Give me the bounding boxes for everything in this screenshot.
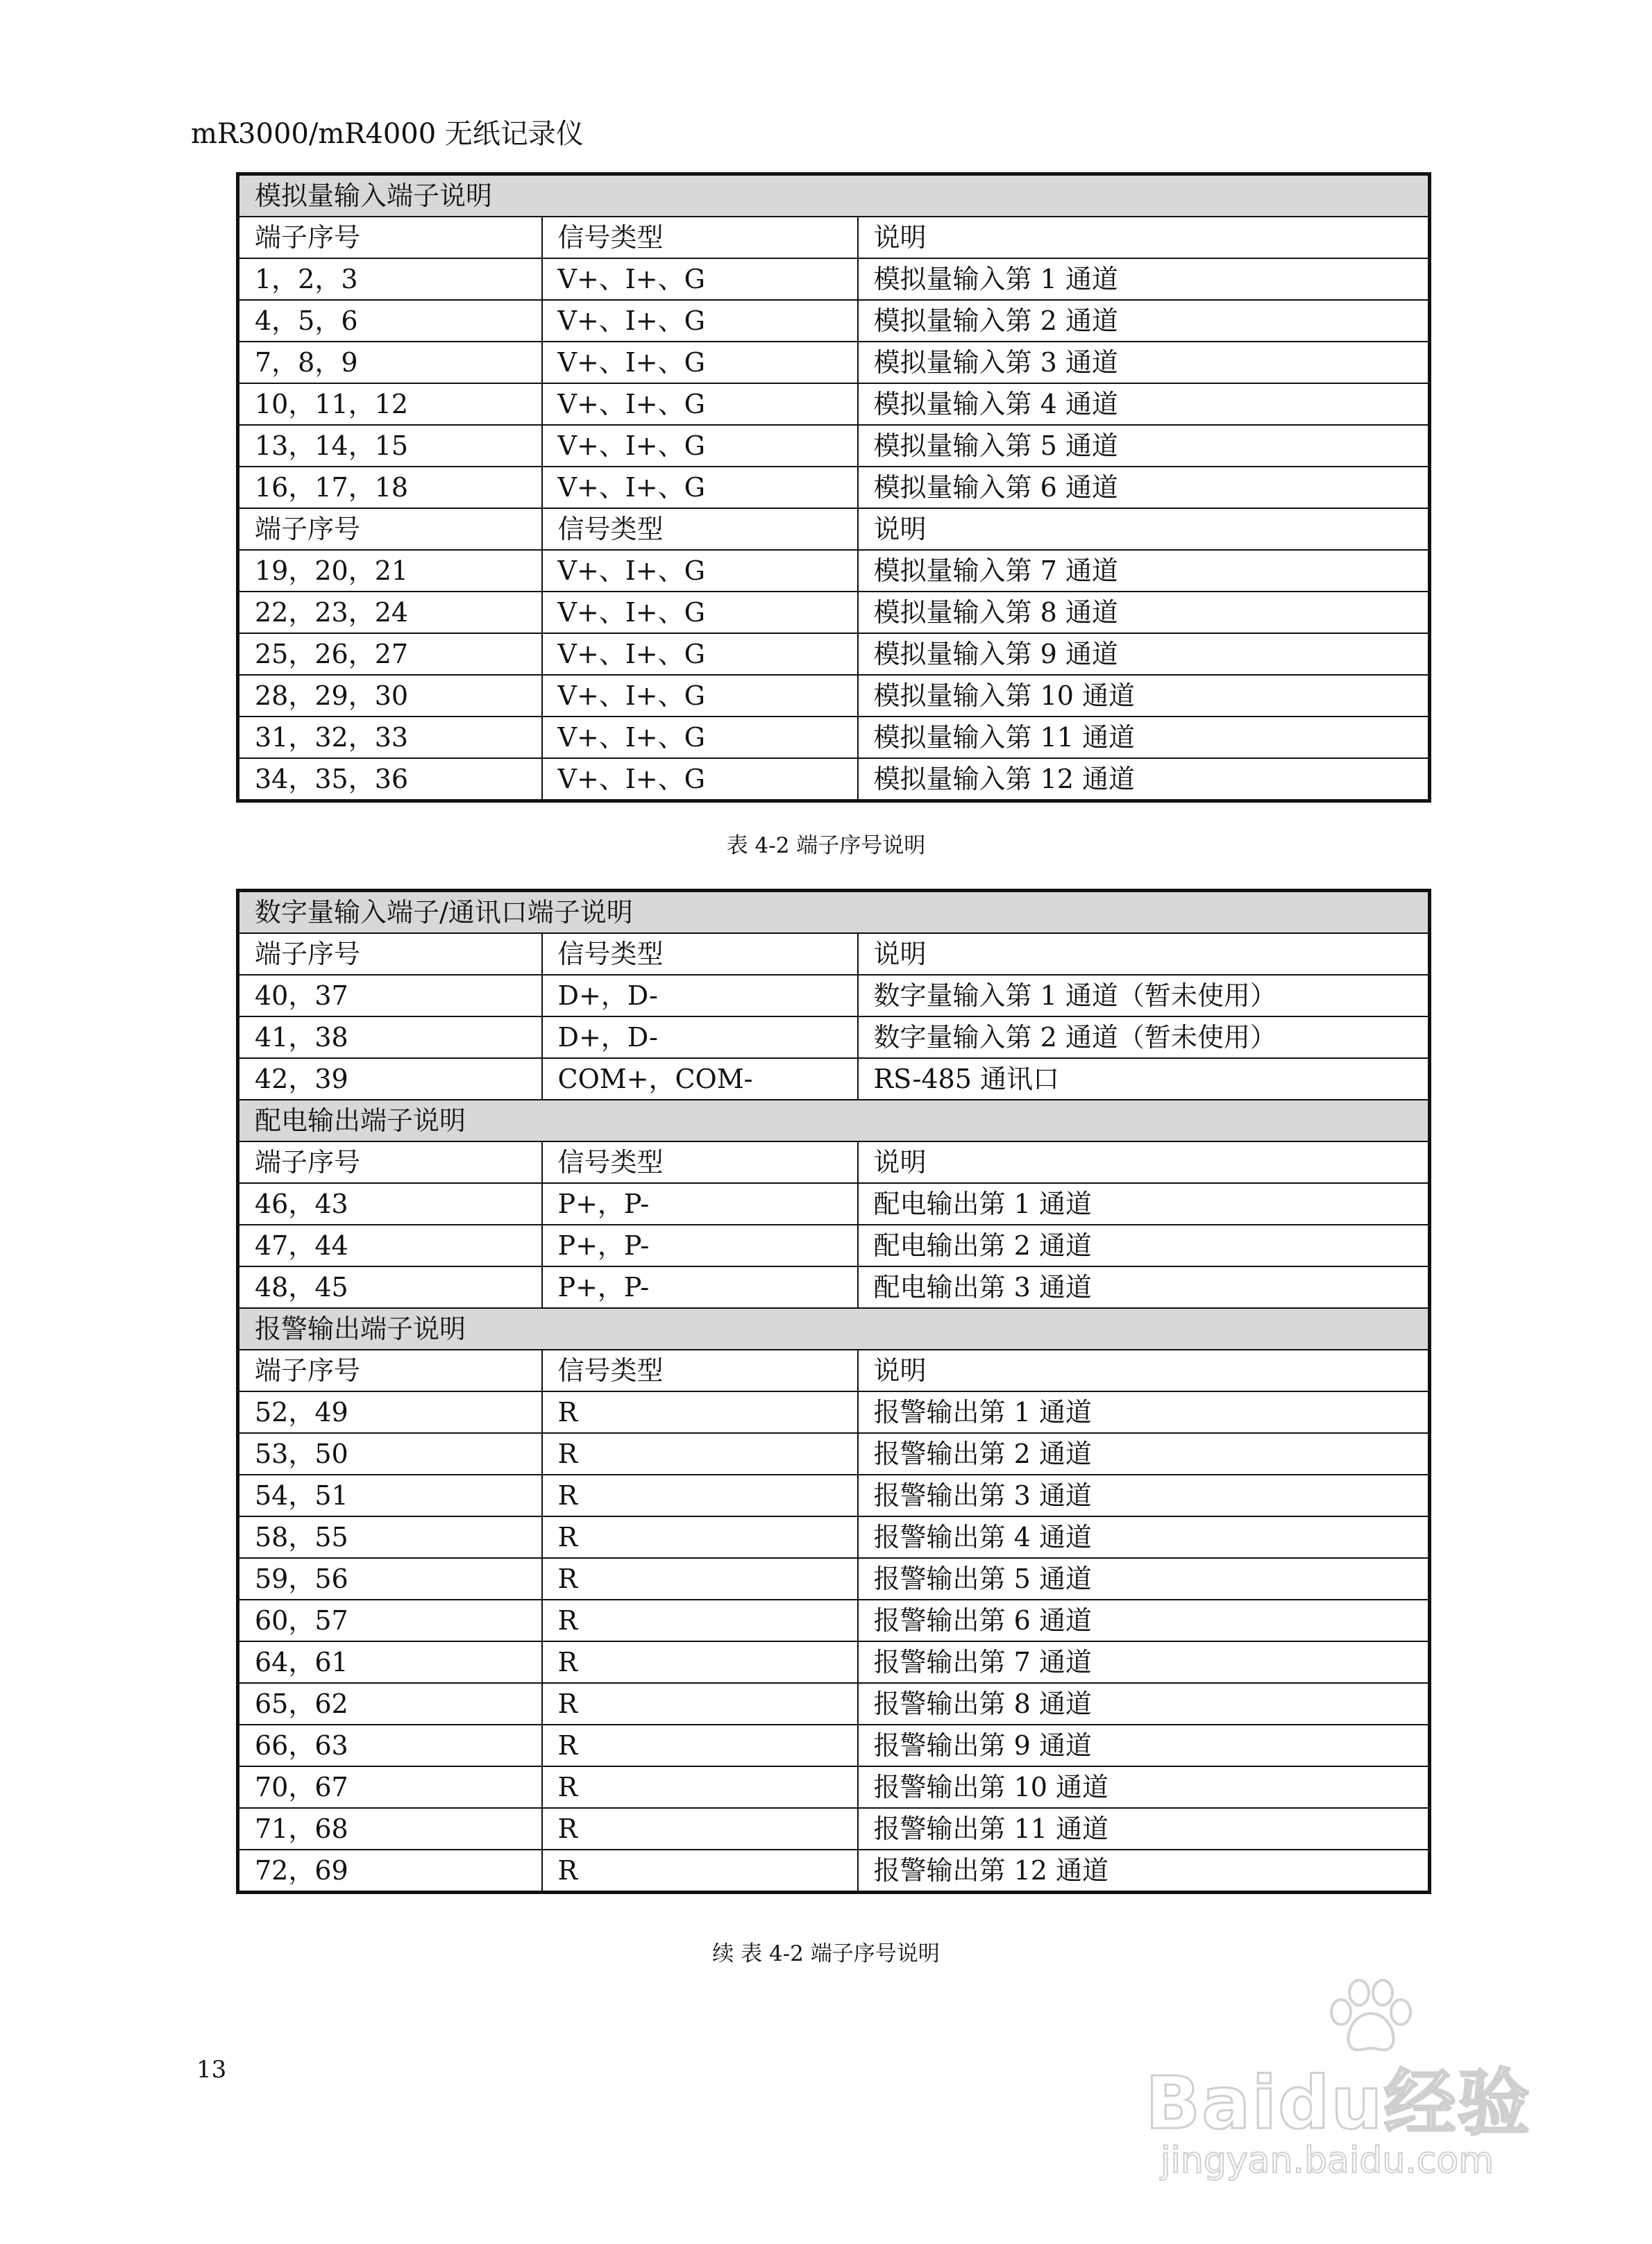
column-header-signal: 信号类型	[542, 1141, 858, 1183]
description-cell: 模拟量输入第 11 通道	[858, 717, 1430, 758]
terminal-cell: 59，56	[238, 1558, 542, 1600]
description-cell: 模拟量输入第 3 通道	[858, 342, 1430, 383]
watermark-url: jingyan.baidu.com	[1161, 2140, 1494, 2182]
table-row	[238, 1808, 1430, 1850]
table-row	[238, 1641, 1430, 1683]
description-cell: 模拟量输入第 2 通道	[858, 300, 1430, 342]
column-header-row	[238, 508, 1430, 550]
signal-type-cell: R	[542, 1725, 858, 1766]
table-row	[238, 258, 1430, 300]
table-row	[238, 717, 1430, 758]
table-row	[238, 592, 1430, 633]
description-cell: 报警输出第 4 通道	[858, 1516, 1430, 1558]
table-row	[238, 1600, 1430, 1641]
terminal-cell: 34，35，36	[238, 758, 542, 801]
table-row	[238, 1183, 1430, 1225]
description-cell: 配电输出第 2 通道	[858, 1225, 1430, 1266]
signal-type-cell: V+、I+、G	[542, 425, 858, 467]
terminal-cell: 66，63	[238, 1725, 542, 1766]
signal-type-cell: V+、I+、G	[542, 467, 858, 508]
column-header-row	[238, 933, 1430, 975]
terminal-cell: 16，17，18	[238, 467, 542, 508]
document-header: mR3000/mR4000 无纸记录仪	[191, 118, 584, 150]
terminal-cell: 22，23，24	[238, 592, 542, 633]
table-row	[238, 1391, 1430, 1433]
table-caption: 表 4-2 端子序号说明	[726, 833, 926, 858]
signal-type-cell: D+，D-	[542, 1016, 858, 1058]
description-cell: 报警输出第 5 通道	[858, 1558, 1430, 1600]
terminal-cell: 4，5，6	[238, 300, 542, 342]
column-header-description: 说明	[858, 933, 1430, 975]
description-cell: 报警输出第 2 通道	[858, 1433, 1430, 1475]
table-row	[238, 1058, 1430, 1100]
description-cell: 报警输出第 8 通道	[858, 1683, 1430, 1725]
table-row	[238, 1225, 1430, 1266]
column-header-terminal: 端子序号	[238, 217, 542, 258]
signal-type-cell: R	[542, 1391, 858, 1433]
signal-type-cell: COM+，COM-	[542, 1058, 858, 1100]
description-cell: 报警输出第 10 通道	[858, 1766, 1430, 1808]
description-cell: 模拟量输入第 6 通道	[858, 467, 1430, 508]
terminal-cell: 53，50	[238, 1433, 542, 1475]
table-row	[238, 758, 1430, 801]
terminal-cell: 48，45	[238, 1266, 542, 1308]
terminal-cell: 54，51	[238, 1475, 542, 1516]
table-row	[238, 550, 1430, 592]
description-cell: 报警输出第 12 通道	[858, 1850, 1430, 1893]
column-header-terminal: 端子序号	[238, 1141, 542, 1183]
column-header-description: 说明	[858, 1350, 1430, 1391]
terminal-cell: 70，67	[238, 1766, 542, 1808]
paw-icon	[1326, 1979, 1416, 2055]
terminal-cell: 28，29，30	[238, 675, 542, 717]
signal-type-cell: R	[542, 1808, 858, 1850]
signal-type-cell: V+、I+、G	[542, 550, 858, 592]
description-cell: 报警输出第 7 通道	[858, 1641, 1430, 1683]
column-header-row	[238, 217, 1430, 258]
signal-type-cell: V+、I+、G	[542, 717, 858, 758]
watermark-brand: Baidu经验	[1145, 2061, 1531, 2145]
terminal-cell: 65，62	[238, 1683, 542, 1725]
column-header-row	[238, 1141, 1430, 1183]
description-cell: 报警输出第 9 通道	[858, 1725, 1430, 1766]
table-row	[238, 633, 1430, 675]
signal-type-cell: R	[542, 1766, 858, 1808]
description-cell: 配电输出第 3 通道	[858, 1266, 1430, 1308]
signal-type-cell: V+、I+、G	[542, 633, 858, 675]
table-row	[238, 342, 1430, 383]
terminal-cell: 60，57	[238, 1600, 542, 1641]
signal-type-cell: V+、I+、G	[542, 300, 858, 342]
signal-type-cell: R	[542, 1641, 858, 1683]
section-header-row	[238, 174, 1430, 217]
baidu-watermark	[1145, 1979, 1576, 2208]
section-title: 报警输出端子说明	[238, 1308, 1430, 1350]
terminal-cell: 13，14，15	[238, 425, 542, 467]
section-title: 配电输出端子说明	[238, 1100, 1430, 1141]
column-header-description: 说明	[858, 1141, 1430, 1183]
column-header-signal: 信号类型	[542, 933, 858, 975]
column-header-signal: 信号类型	[542, 1350, 858, 1391]
description-cell: 模拟量输入第 9 通道	[858, 633, 1430, 675]
table-row	[238, 1850, 1430, 1893]
terminal-cell: 72，69	[238, 1850, 542, 1893]
table-row	[238, 1766, 1430, 1808]
digital-output-terminal-table	[236, 889, 1431, 1894]
page-number: 13	[196, 2056, 227, 2084]
table-row	[238, 383, 1430, 425]
signal-type-cell: V+、I+、G	[542, 383, 858, 425]
analog-input-terminal-table	[236, 172, 1431, 803]
column-header-description: 说明	[858, 217, 1430, 258]
signal-type-cell: R	[542, 1683, 858, 1725]
signal-type-cell: P+，P-	[542, 1183, 858, 1225]
table-row	[238, 1683, 1430, 1725]
section-title: 模拟量输入端子说明	[238, 174, 1430, 217]
table-row	[238, 1725, 1430, 1766]
table-row	[238, 1016, 1430, 1058]
terminal-cell: 25，26，27	[238, 633, 542, 675]
terminal-cell: 40，37	[238, 975, 542, 1016]
table-row	[238, 975, 1430, 1016]
description-cell: 模拟量输入第 4 通道	[858, 383, 1430, 425]
description-cell: 模拟量输入第 12 通道	[858, 758, 1430, 801]
description-cell: 模拟量输入第 10 通道	[858, 675, 1430, 717]
signal-type-cell: V+、I+、G	[542, 675, 858, 717]
description-cell: 数字量输入第 2 通道（暂未使用）	[858, 1016, 1430, 1058]
signal-type-cell: P+，P-	[542, 1225, 858, 1266]
column-header-description: 说明	[858, 508, 1430, 550]
signal-type-cell: R	[542, 1600, 858, 1641]
column-header-row	[238, 1350, 1430, 1391]
table-row	[238, 1475, 1430, 1516]
section-title: 数字量输入端子/通讯口端子说明	[238, 891, 1430, 934]
description-cell: 模拟量输入第 5 通道	[858, 425, 1430, 467]
terminal-cell: 31，32，33	[238, 717, 542, 758]
terminal-cell: 47，44	[238, 1225, 542, 1266]
terminal-cell: 10，11，12	[238, 383, 542, 425]
signal-type-cell: P+，P-	[542, 1266, 858, 1308]
table-row	[238, 1516, 1430, 1558]
terminal-cell: 71，68	[238, 1808, 542, 1850]
terminal-cell: 64，61	[238, 1641, 542, 1683]
description-cell: 模拟量输入第 7 通道	[858, 550, 1430, 592]
column-header-signal: 信号类型	[542, 217, 858, 258]
section-header-row	[238, 891, 1430, 934]
column-header-terminal: 端子序号	[238, 1350, 542, 1391]
description-cell: 报警输出第 6 通道	[858, 1600, 1430, 1641]
table-row	[238, 1266, 1430, 1308]
table-caption-continued: 续 表 4-2 端子序号说明	[712, 1941, 940, 1966]
table-row	[238, 300, 1430, 342]
description-cell: 报警输出第 1 通道	[858, 1391, 1430, 1433]
description-cell: 模拟量输入第 8 通道	[858, 592, 1430, 633]
description-cell: RS-485 通讯口	[858, 1058, 1430, 1100]
table-row	[238, 425, 1430, 467]
terminal-cell: 52，49	[238, 1391, 542, 1433]
terminal-cell: 58，55	[238, 1516, 542, 1558]
section-header-row	[238, 1100, 1430, 1141]
signal-type-cell: V+、I+、G	[542, 592, 858, 633]
table-row	[238, 675, 1430, 717]
table-row	[238, 1433, 1430, 1475]
signal-type-cell: R	[542, 1516, 858, 1558]
terminal-cell: 42，39	[238, 1058, 542, 1100]
section-header-row	[238, 1308, 1430, 1350]
description-cell: 配电输出第 1 通道	[858, 1183, 1430, 1225]
column-header-terminal: 端子序号	[238, 933, 542, 975]
description-cell: 模拟量输入第 1 通道	[858, 258, 1430, 300]
terminal-cell: 41，38	[238, 1016, 542, 1058]
column-header-terminal: 端子序号	[238, 508, 542, 550]
signal-type-cell: R	[542, 1850, 858, 1893]
terminal-cell: 1，2，3	[238, 258, 542, 300]
terminal-cell: 7，8，9	[238, 342, 542, 383]
terminal-cell: 19，20，21	[238, 550, 542, 592]
signal-type-cell: R	[542, 1558, 858, 1600]
signal-type-cell: D+，D-	[542, 975, 858, 1016]
signal-type-cell: R	[542, 1433, 858, 1475]
table-row	[238, 1558, 1430, 1600]
description-cell: 报警输出第 11 通道	[858, 1808, 1430, 1850]
signal-type-cell: V+、I+、G	[542, 342, 858, 383]
signal-type-cell: R	[542, 1475, 858, 1516]
signal-type-cell: V+、I+、G	[542, 758, 858, 801]
table-row	[238, 467, 1430, 508]
terminal-cell: 46，43	[238, 1183, 542, 1225]
column-header-signal: 信号类型	[542, 508, 858, 550]
description-cell: 报警输出第 3 通道	[858, 1475, 1430, 1516]
description-cell: 数字量输入第 1 通道（暂未使用）	[858, 975, 1430, 1016]
signal-type-cell: V+、I+、G	[542, 258, 858, 300]
